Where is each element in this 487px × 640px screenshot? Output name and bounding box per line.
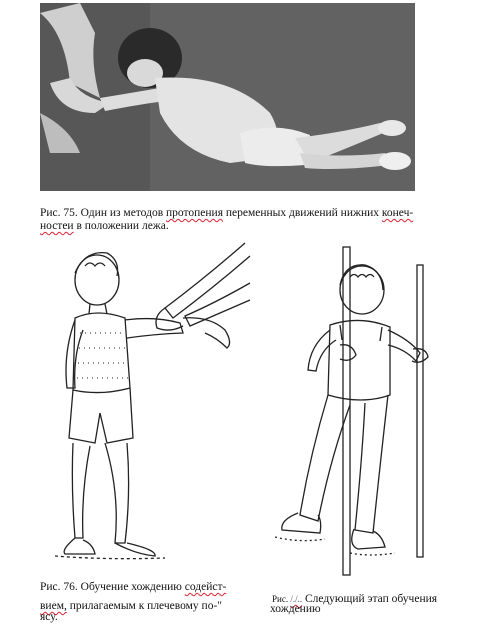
caption-word: протопения [166, 207, 223, 219]
caption-text: прилагаемым к плечевому по-" [66, 600, 222, 612]
caption-text: Рис. 75. Один из методов [40, 207, 166, 219]
child-walking-drawing [45, 238, 255, 568]
figure-76-caption-line2 [40, 600, 222, 613]
caption-figure-number: /./.. [290, 594, 303, 604]
figure-76-caption-line1 [40, 581, 226, 594]
caption-text: Рис. [272, 594, 291, 604]
figure-76-drawing [45, 238, 255, 568]
child-with-poles-drawing [270, 245, 445, 580]
figure-76-caption-line3 [40, 611, 58, 624]
caption-text: Рис. 76. Обучение хождению [40, 581, 185, 593]
caption-text: в положении лежа. [73, 220, 169, 232]
figure-75-photo [40, 3, 415, 191]
caption-word: вием, [40, 600, 67, 612]
caption-text: Следующий этап обучения [302, 593, 438, 605]
figure-77-caption-line2 [270, 603, 321, 616]
figure-75-caption [40, 207, 413, 233]
caption-text: переменных движений нижних [222, 207, 382, 219]
caption-text: хождению [270, 603, 321, 615]
caption-text: ясу. [40, 611, 58, 623]
caption-word: ностеи [40, 220, 74, 232]
caption-word: конеч- [381, 207, 414, 219]
caption-word: содейст- [184, 581, 227, 593]
figure-77-drawing [270, 245, 445, 580]
photo-illustration [40, 3, 415, 191]
